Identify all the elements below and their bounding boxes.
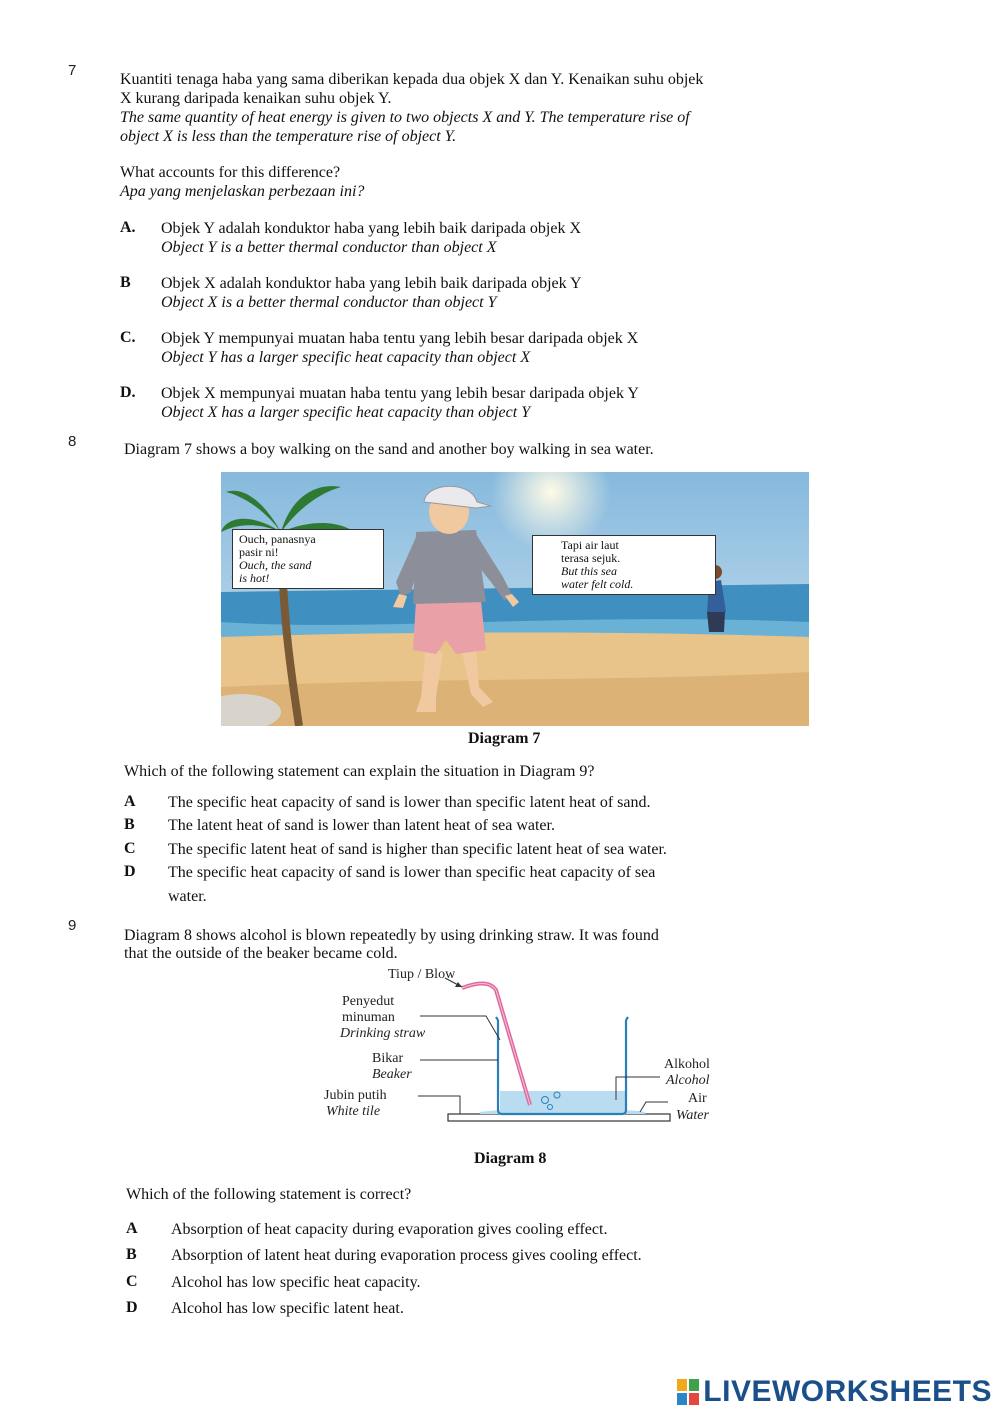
label-straw-ms-2: minuman — [342, 1010, 395, 1025]
stem-line-1: Diagram 8 shows alcohol is blown repeatedly by using drinking straw. It was found — [124, 927, 659, 944]
question-number: 9 — [68, 917, 77, 934]
stem-en-line-2: object X is less than the temperature rise of object Y. — [120, 128, 457, 145]
option-text-en: Object Y has a larger specific heat capacity than object X — [161, 349, 531, 366]
option-text: The specific heat capacity of sand is lower than specific latent heat of sand. — [168, 794, 651, 811]
beach-illustration — [221, 472, 809, 726]
option-text: The specific latent heat of sand is higher than specific latent heat of sea water. — [168, 841, 667, 858]
option-text: Alcohol has low specific heat capacity. — [171, 1274, 421, 1291]
option-letter: D — [126, 1299, 138, 1316]
option-text-ms: Objek X mempunyai muatan haba tentu yang lebih besar daripada objek Y — [161, 385, 639, 402]
question-number: 8 — [68, 433, 77, 450]
label-beaker-en: Beaker — [372, 1067, 412, 1082]
option-letter: B — [124, 816, 135, 833]
question-text: Which of the following statement can explain the situation in Diagram 9? — [124, 763, 595, 780]
option-letter: B — [120, 274, 131, 291]
option-letter: C — [124, 840, 136, 857]
option-letter: A — [126, 1220, 138, 1237]
option-text-continued: water. — [168, 888, 207, 905]
label-water-en: Water — [676, 1108, 709, 1123]
option-text: Absorption of heat capacity during evaporation gives cooling effect. — [171, 1221, 608, 1238]
option-letter: A. — [120, 219, 136, 236]
label-alcohol-ms: Alkohol — [664, 1057, 710, 1072]
speech-bubble-left — [232, 529, 384, 589]
question-en: What accounts for this difference? — [120, 164, 341, 181]
stem-line-2: that the outside of the beaker became cold. — [124, 945, 398, 962]
option-text-en: Object X has a larger specific heat capacity than object Y — [161, 404, 531, 421]
label-beaker-ms: Bikar — [372, 1051, 404, 1066]
liveworksheets-logo[interactable] — [677, 1375, 992, 1409]
brand-name: LIVEWORKSHEETS — [703, 1375, 992, 1408]
bubble-line: pasir ni! — [239, 545, 279, 559]
bubble-line: Ouch, panasnya — [239, 532, 316, 546]
label-blow: Tiup / Blow — [388, 967, 456, 982]
option-letter: C — [126, 1273, 138, 1290]
option-text: Absorption of latent heat during evaporation process gives cooling effect. — [171, 1247, 642, 1264]
alcohol-liquid — [500, 1091, 626, 1112]
bubble-line: But this sea — [561, 564, 617, 578]
bubble-line: is hot! — [239, 571, 270, 585]
question-text: Which of the following statement is correct? — [126, 1186, 412, 1203]
drinking-straw — [462, 983, 530, 1105]
label-straw-ms-1: Penyedut — [342, 994, 395, 1009]
option-text-ms: Objek Y mempunyai muatan haba tentu yang lebih besar daripada objek X — [161, 330, 639, 347]
option-letter: D. — [120, 384, 136, 401]
bubble-line: Ouch, the sand — [239, 558, 312, 572]
option-text-ms: Objek Y adalah konduktor haba yang lebih baik daripada objek X — [161, 220, 582, 237]
logo-icon — [677, 1379, 699, 1405]
bubble-line: water felt cold. — [561, 577, 634, 591]
option-letter: C. — [120, 329, 136, 346]
diagram-caption: Diagram 8 — [474, 1150, 547, 1167]
bubble-line: terasa sejuk. — [561, 551, 621, 565]
option-text: The specific heat capacity of sand is lower than specific heat capacity of sea — [168, 864, 656, 881]
option-text-en: Object X is a better thermal conductor than object Y — [161, 294, 497, 311]
speech-bubble-right — [532, 535, 716, 595]
question-stem: Diagram 7 shows a boy walking on the sand and another boy walking in sea water. — [124, 441, 654, 458]
label-straw-en: Drinking straw — [340, 1026, 426, 1041]
question-number: 7 — [68, 62, 77, 79]
option-text: The latent heat of sand is lower than latent heat of sea water. — [168, 817, 555, 834]
option-text: Alcohol has low specific latent heat. — [171, 1300, 404, 1317]
leader-straw — [420, 1016, 500, 1040]
diagram-caption: Diagram 7 — [468, 730, 541, 747]
label-water-ms: Air — [688, 1091, 707, 1106]
option-text-en: Object Y is a better thermal conductor than object X — [161, 239, 497, 256]
stem-ms-line-2: X kurang daripada kenaikan suhu objek Y. — [120, 90, 392, 107]
label-tile-ms: Jubin putih — [324, 1088, 387, 1103]
stem-en-line-1: The same quantity of heat energy is given to two objects X and Y. The temperature rise of — [120, 109, 690, 126]
option-letter: B — [126, 1246, 137, 1263]
leader-water — [640, 1102, 668, 1112]
label-alcohol-en: Alcohol — [666, 1073, 710, 1088]
stem-ms-line-1: Kuantiti tenaga haba yang sama diberikan kepada dua objek X dan Y. Kenaikan suhu objek — [120, 71, 704, 88]
leader-tile — [418, 1096, 460, 1114]
diagram-7 — [221, 472, 809, 726]
bubble-line: Tapi air laut — [561, 538, 619, 552]
option-letter: A — [124, 793, 136, 810]
question-ms: Apa yang menjelaskan perbezaan ini? — [120, 183, 365, 200]
label-tile-en: White tile — [326, 1104, 381, 1119]
option-text-ms: Objek X adalah konduktor haba yang lebih baik daripada objek Y — [161, 275, 582, 292]
option-letter: D — [124, 863, 136, 880]
